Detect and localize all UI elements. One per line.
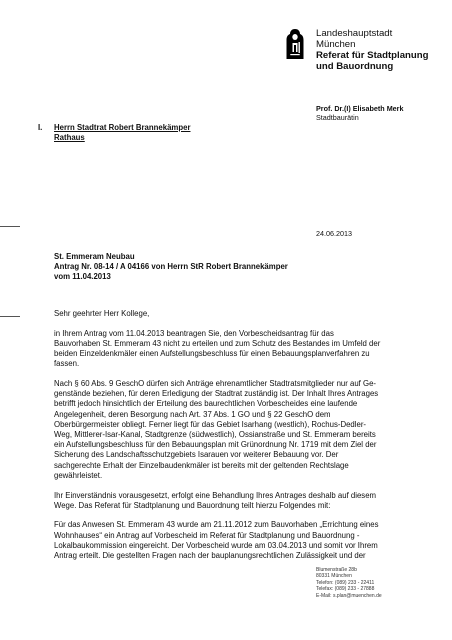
recipient-numeral: I. — [38, 123, 43, 132]
text-line: Nach § 60 Abs. 9 GeschO dürfen sich Anträge ehrenamtlicher Stadtratsmitglieder nur auf Ge- — [54, 379, 377, 389]
text-line: Wohnhauses“ ein Antrag auf Vorbescheid im Referat für Stadtplanung und Bauordnung - — [54, 530, 360, 540]
subject-line: vom 11.04.2013 — [54, 272, 111, 281]
footer-address-city: 80331 München — [316, 573, 352, 580]
body-paragraph — [54, 520, 410, 561]
text-line: sachgerechte Erhalt der Einzelbaudenkmäler ist bereits mit der geltenden Rechtslage — [54, 460, 349, 470]
fold-mark — [0, 226, 20, 227]
text-line: Sicherung des Landschaftsschutzgebiets Isarauen vor weiterer Bebauung vor. Der — [54, 450, 339, 460]
text-line: Wege. Das Referat für Stadtplanung und Bauordnung teilt hierzu Folgendes mit: — [54, 500, 331, 510]
body-paragraph — [54, 491, 410, 511]
department-line-1: Referat für Stadtplanung — [316, 50, 429, 61]
text-line: beiden Einzeldenkmäler einen Aufstellungsbeschluss für einen Bebauungsplanverfahren zu — [54, 349, 370, 359]
body-paragraph — [54, 329, 410, 370]
sender-block — [316, 104, 403, 122]
subject-line: Antrag Nr. 08-14 / A 04166 von Herrn StR Robert Brannekämper — [54, 262, 288, 271]
text-line: Antrag erteilt. Die gestellten Fragen nach der bauplanungsrechtlichen Zulässigkeit und der — [54, 551, 366, 561]
text-line: Angelegenheit, deren Besorgung nach Art. 37 Abs. 1 GO und § 22 GeschO dem — [54, 409, 331, 419]
text-line: Weg, Mittlerer-Isar-Kanal, Stadtgrenze (südwestlich), Ossianstraße und St. Emmeram bereits — [54, 430, 376, 440]
sender-name: Prof. Dr.(I) Elisabeth Merk — [316, 104, 404, 113]
text-line: Oberbürgermeister obliegt. Ferner liegt für das Gebiet Isarhang (westlich), Rochus-Dedler- — [54, 419, 367, 429]
footer-address-street: Blumenstraße 28b — [316, 567, 357, 573]
organization-block — [316, 28, 428, 72]
sender-title: Stadtbaurätin — [316, 113, 359, 122]
letter-date: 24.06.2013 — [316, 229, 352, 238]
text-line: gewährleistet. — [54, 470, 103, 480]
text-line: Für das Anwesen St. Emmeram 43 wurde am 21.11.2012 zum Bauvorhaben „Errichtung eines — [54, 520, 379, 530]
text-line: ein Aufstellungsbeschluss für den Bebauungsplan mit Grünordnung Nr. 1719 mit dem Ziel der — [54, 440, 377, 450]
text-line: in Ihrem Antrag vom 11.04.2013 beantragen Sie, den Vorbescheidsantrag für das — [54, 328, 334, 338]
recipient-name: Herrn Stadtrat Robert Brannekämper — [54, 123, 191, 132]
department-line-2: und Bauordnung — [316, 61, 394, 72]
body-paragraph — [54, 379, 410, 481]
footer-email: E-Mail: s.plan@muenchen.de — [316, 592, 382, 599]
text-line: Bauvorhaben St. Emmeram 43 nicht zu erteilen und zum Schutz des Bestandes im Umfeld der — [54, 338, 381, 348]
org-name-line-2: München — [316, 39, 356, 50]
recipient-address — [54, 123, 190, 142]
recipient-location: Rathaus — [54, 132, 85, 142]
salutation: Sehr geehrter Herr Kollege, — [54, 309, 150, 318]
punch-mark — [0, 316, 20, 317]
text-line: fassen. — [54, 359, 80, 369]
subject-block — [54, 252, 288, 282]
text-line: Lokalbaukommission eingereicht. Der Vorbescheid wurde am 03.04.2013 und somit vor Ihrem — [54, 540, 378, 550]
text-line: genstände beziehen, für deren Erledigung der Stadtrat zuständig ist. Der Inhalt Ihres Antrages — [54, 389, 379, 399]
footer-fax: Telefax: (089) 233 - 27888 — [316, 586, 375, 593]
footer-phone: Telefon: (089) 233 - 22411 — [316, 579, 375, 586]
subject-line: St. Emmeram Neubau — [54, 252, 135, 261]
org-name-line-1: Landeshauptstadt — [316, 28, 393, 39]
letter-body — [54, 309, 410, 571]
text-line: Ihr Einverständnis vorausgesetzt, erfolgt eine Behandlung Ihres Antrages deshalb auf diesem — [54, 490, 377, 500]
munich-monk-emblem-icon — [284, 28, 306, 60]
footer-contact-block — [316, 567, 382, 599]
text-line: betrifft jedoch hinsichtlich der Erteilung des baurechtlichen Vorbescheides eine laufende — [54, 399, 358, 409]
